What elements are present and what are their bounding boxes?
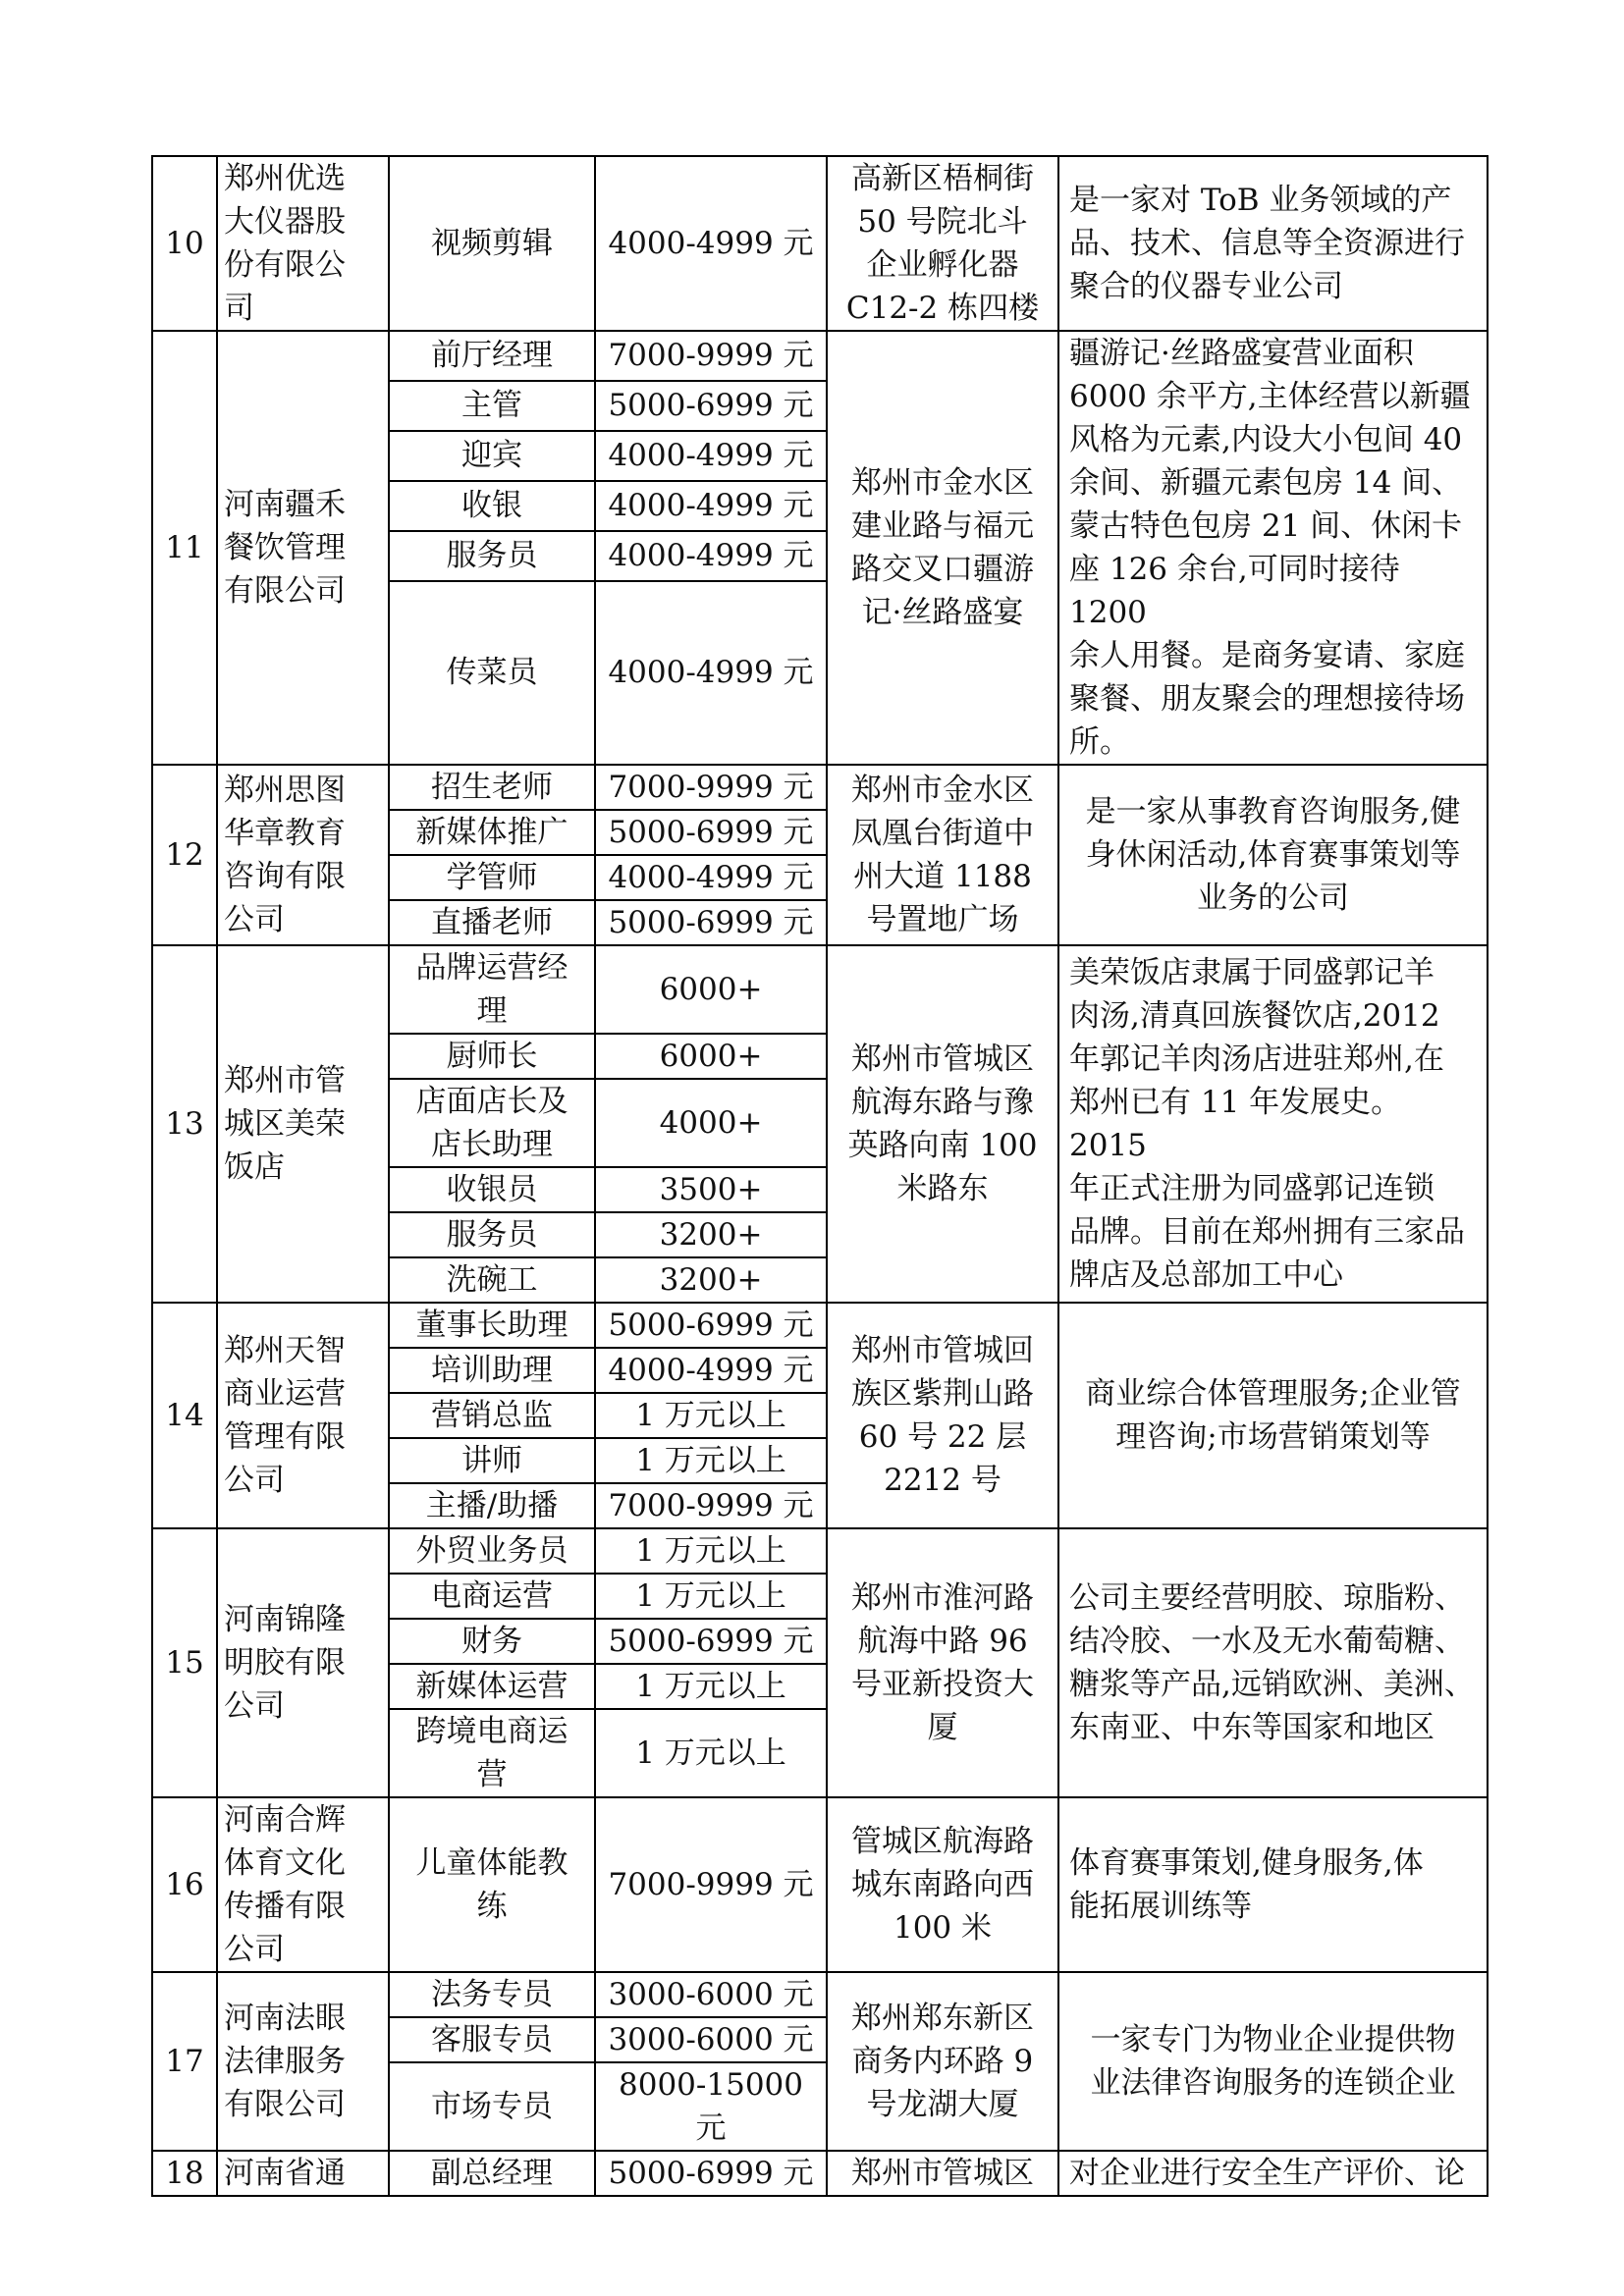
position-title: 外贸业务员 xyxy=(389,1528,595,1574)
salary: 1 万元以上 xyxy=(595,1664,827,1709)
position-title: 直播老师 xyxy=(389,900,595,945)
company-description: 美荣饭店隶属于同盛郭记羊 肉汤,清真回族餐饮店,2012 年郭记羊肉汤店进驻郑州,在 郑州已有 11 年发展史。2015 年正式注册为同盛郭记连锁 品牌。目前在郑州拥有三家品 牌店及总部加工中心 xyxy=(1058,945,1488,1303)
table-row xyxy=(152,331,1488,381)
salary: 3000-6000 元 xyxy=(595,1972,827,2017)
table-row xyxy=(152,2151,1488,2196)
salary: 5000-6999 元 xyxy=(595,381,827,431)
company-address: 高新区梧桐街 50 号院北斗 企业孵化器 C12-2 栋四楼 xyxy=(827,156,1058,331)
position-title: 市场专员 xyxy=(389,2062,595,2151)
position-title: 服务员 xyxy=(389,1212,595,1257)
salary: 1 万元以上 xyxy=(595,1528,827,1574)
salary: 7000-9999 元 xyxy=(595,1797,827,1972)
table-row xyxy=(152,1528,1488,1574)
salary: 4000-4999 元 xyxy=(595,156,827,331)
position-title: 儿童体能教 练 xyxy=(389,1797,595,1972)
company-address: 郑州市金水区 建业路与福元 路交叉口疆游 记·丝路盛宴 xyxy=(827,331,1058,765)
job-listing-table xyxy=(151,155,1489,2197)
company-name: 郑州思图 华章教育 咨询有限 公司 xyxy=(217,765,389,945)
row-number: 17 xyxy=(152,1972,217,2151)
company-name: 河南合辉 体育文化 传播有限 公司 xyxy=(217,1797,389,1972)
position-title: 客服专员 xyxy=(389,2017,595,2062)
company-address: 郑州市管城区 航海东路与豫 英路向南 100 米路东 xyxy=(827,945,1058,1303)
position-title: 讲师 xyxy=(389,1438,595,1483)
position-title: 董事长助理 xyxy=(389,1303,595,1348)
row-number: 10 xyxy=(152,156,217,331)
document-page xyxy=(151,155,1487,2197)
company-address: 郑州市管城回 族区紫荆山路 60 号 22 层 2212 号 xyxy=(827,1303,1058,1528)
position-title: 服务员 xyxy=(389,531,595,581)
salary: 5000-6999 元 xyxy=(595,810,827,855)
position-title: 法务专员 xyxy=(389,1972,595,2017)
row-number: 16 xyxy=(152,1797,217,1972)
company-address: 郑州市金水区 凤凰台街道中 州大道 1188 号置地广场 xyxy=(827,765,1058,945)
table-row xyxy=(152,156,1488,331)
table-row xyxy=(152,1303,1488,1348)
position-title: 传菜员 xyxy=(389,581,595,765)
salary: 1 万元以上 xyxy=(595,1438,827,1483)
salary: 7000-9999 元 xyxy=(595,765,827,810)
company-name: 河南省通 xyxy=(217,2151,389,2196)
row-number: 18 xyxy=(152,2151,217,2196)
company-description: 是一家对 ToB 业务领域的产 品、技术、信息等全资源进行 聚合的仪器专业公司 xyxy=(1058,156,1488,331)
row-number: 11 xyxy=(152,331,217,765)
position-title: 视频剪辑 xyxy=(389,156,595,331)
table-row xyxy=(152,945,1488,1034)
position-title: 洗碗工 xyxy=(389,1257,595,1303)
position-title: 迎宾 xyxy=(389,431,595,481)
salary: 5000-6999 元 xyxy=(595,900,827,945)
salary: 4000-4999 元 xyxy=(595,481,827,531)
salary: 3200+ xyxy=(595,1212,827,1257)
salary: 3200+ xyxy=(595,1257,827,1303)
table-row xyxy=(152,1972,1488,2017)
position-title: 主管 xyxy=(389,381,595,431)
salary: 4000-4999 元 xyxy=(595,531,827,581)
position-title: 店面店长及 店长助理 xyxy=(389,1079,595,1167)
company-name: 郑州天智 商业运营 管理有限 公司 xyxy=(217,1303,389,1528)
salary: 4000-4999 元 xyxy=(595,855,827,900)
salary: 4000+ xyxy=(595,1079,827,1167)
salary: 5000-6999 元 xyxy=(595,2151,827,2196)
position-title: 培训助理 xyxy=(389,1348,595,1393)
company-name: 郑州优选 大仪器股 份有限公 司 xyxy=(217,156,389,331)
company-name: 河南锦隆 明胶有限 公司 xyxy=(217,1528,389,1797)
position-title: 新媒体推广 xyxy=(389,810,595,855)
row-number: 12 xyxy=(152,765,217,945)
company-description: 商业综合体管理服务;企业管 理咨询;市场营销策划等 xyxy=(1058,1303,1488,1528)
position-title: 厨师长 xyxy=(389,1034,595,1079)
company-address: 郑州市管城区 xyxy=(827,2151,1058,2196)
position-title: 招生老师 xyxy=(389,765,595,810)
salary: 5000-6999 元 xyxy=(595,1619,827,1664)
salary: 6000+ xyxy=(595,945,827,1034)
position-title: 营销总监 xyxy=(389,1393,595,1438)
row-number: 15 xyxy=(152,1528,217,1797)
salary: 1 万元以上 xyxy=(595,1393,827,1438)
position-title: 副总经理 xyxy=(389,2151,595,2196)
salary: 7000-9999 元 xyxy=(595,1483,827,1528)
position-title: 学管师 xyxy=(389,855,595,900)
row-number: 13 xyxy=(152,945,217,1303)
salary: 1 万元以上 xyxy=(595,1709,827,1797)
row-number: 14 xyxy=(152,1303,217,1528)
position-title: 跨境电商运 营 xyxy=(389,1709,595,1797)
position-title: 收银 xyxy=(389,481,595,531)
position-title: 收银员 xyxy=(389,1167,595,1212)
salary: 8000-15000 元 xyxy=(595,2062,827,2151)
table-row xyxy=(152,1797,1488,1972)
position-title: 品牌运营经 理 xyxy=(389,945,595,1034)
company-description: 公司主要经营明胶、琼脂粉、 结冷胶、一水及无水葡萄糖、 糖浆等产品,远销欧洲、美洲、 东南亚、中东等国家和地区 xyxy=(1058,1528,1488,1797)
salary: 4000-4999 元 xyxy=(595,431,827,481)
position-title: 财务 xyxy=(389,1619,595,1664)
company-description: 是一家从事教育咨询服务,健 身休闲活动,体育赛事策划等 业务的公司 xyxy=(1058,765,1488,945)
company-description: 疆游记·丝路盛宴营业面积 6000 余平方,主体经营以新疆 风格为元素,内设大小包间 40 余间、新疆元素包房 14 间、 蒙古特色包房 21 间、休闲卡 座 126 余台,可同时接待 1200 余人用餐。是商务宴请、家庭 聚餐、朋友聚会的理想接待场 所。 xyxy=(1058,331,1488,765)
salary: 3000-6000 元 xyxy=(595,2017,827,2062)
salary: 7000-9999 元 xyxy=(595,331,827,381)
company-name: 郑州市管 城区美荣 饭店 xyxy=(217,945,389,1303)
position-title: 主播/助播 xyxy=(389,1483,595,1528)
position-title: 前厅经理 xyxy=(389,331,595,381)
salary: 3500+ xyxy=(595,1167,827,1212)
salary: 6000+ xyxy=(595,1034,827,1079)
salary: 4000-4999 元 xyxy=(595,581,827,765)
company-address: 郑州市淮河路 航海中路 96 号亚新投资大 厦 xyxy=(827,1528,1058,1797)
table-row xyxy=(152,765,1488,810)
company-name: 河南疆禾 餐饮管理 有限公司 xyxy=(217,331,389,765)
company-description: 体育赛事策划,健身服务,体 能拓展训练等 xyxy=(1058,1797,1488,1972)
company-description: 对企业进行安全生产评价、论 xyxy=(1058,2151,1488,2196)
company-description: 一家专门为物业企业提供物 业法律咨询服务的连锁企业 xyxy=(1058,1972,1488,2151)
salary: 5000-6999 元 xyxy=(595,1303,827,1348)
company-address: 郑州郑东新区 商务内环路 9 号龙湖大厦 xyxy=(827,1972,1058,2151)
company-name: 河南法眼 法律服务 有限公司 xyxy=(217,1972,389,2151)
company-address: 管城区航海路 城东南路向西 100 米 xyxy=(827,1797,1058,1972)
position-title: 电商运营 xyxy=(389,1574,595,1619)
salary: 4000-4999 元 xyxy=(595,1348,827,1393)
salary: 1 万元以上 xyxy=(595,1574,827,1619)
position-title: 新媒体运营 xyxy=(389,1664,595,1709)
